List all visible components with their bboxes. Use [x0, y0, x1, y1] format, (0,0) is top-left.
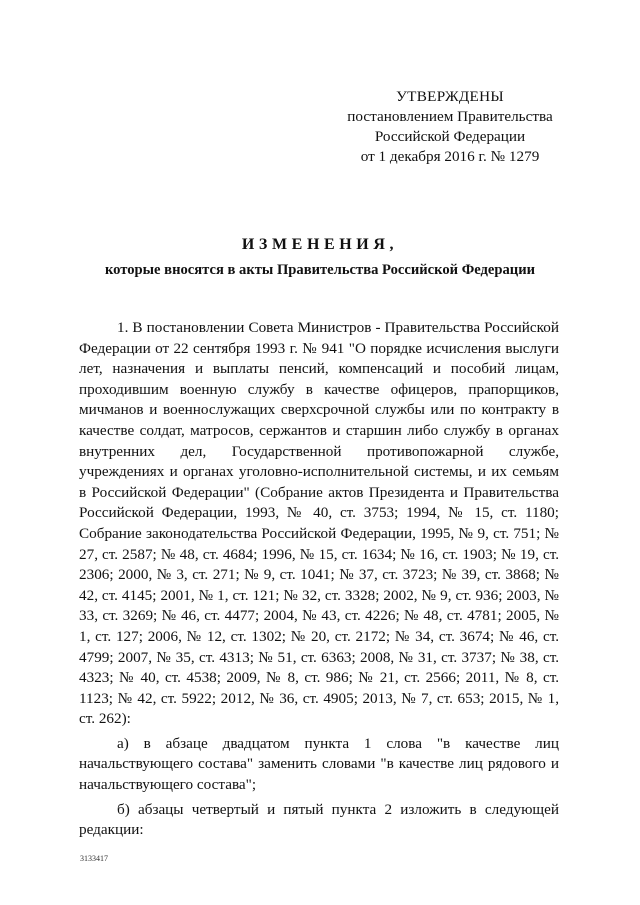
- paragraph-2: а) в абзаце двадцатом пункта 1 слова "в качестве лиц начальствующего состава" заменить словами "в качестве лиц рядового и начальствующего состава";: [79, 734, 559, 794]
- document-subtitle: которые вносятся в акты Правительства Российской Федерации: [104, 262, 536, 278]
- paragraph-3: б) абзацы четвертый и пятый пункта 2 изложить в следующей редакции:: [79, 800, 559, 839]
- document-title: ИЗМЕНЕНИЯ,: [241, 236, 399, 253]
- approval-line-2: Российской Федерации: [374, 128, 526, 145]
- approval-heading: УТВЕРЖДЕНЫ: [396, 88, 504, 105]
- document-id: 3133417: [80, 854, 108, 863]
- paragraph-1: 1. В постановлении Совета Министров - Правительства Российской Федерации от 22 сентября 1993 г. № 941 "О порядке исчисления выслуги лет, назначения и выплаты пенсий, компенсаций и пособий лицам, проходившим военную службу в качестве офицеров, прапорщиков, мичманов и военнослужащих сверхсрочной службы или по контракту в качестве солдат, матросов, сержантов и старшин либо службу в органах внутренних дел, Государственной противопожарной службе, учреждениях и органах уголовно-исполнительной системы, и их семьям в Российской Федерации" (Собрание актов Президента и Правительства Российской Федерации, 1993, № 40, ст. 3753; 1994, № 15, ст. 1180; Собрание законодательства Российской Федерации, 1995, № 9, ст. 751; № 27, ст. 2587; № 48, ст. 4684; 1996, № 15, ст. 1634; № 16, ст. 1903; № 19, ст. 2306; 2000, № 3, ст. 271; № 9, ст. 1041; № 37, ст. 3723; № 39, ст. 3868; № 42, ст. 4145; 2001, № 1, ст. 121; № 32, ст. 3328; 2002, № 9, ст. 936; 2003, № 33, ст. 3269; № 46, ст. 4477; 2004, № 43, ст. 4226; № 48, ст. 4781; 2005, № 1, ст. 127; 2006, № 12, ст. 1302; № 20, ст. 2172; № 34, ст. 3674; № 46, ст. 4799; 2007, № 35, ст. 4313; № 51, ст. 6363; 2008, № 31, ст. 3737; № 38, ст. 4323; № 40, ст. 4538; 2009, № 8, ст. 986; № 21, ст. 2566; 2011, № 8, ст. 1123; № 42, ст. 5922; 2012, № 36, ст. 4905; 2013, № 7, ст. 653; 2015, № 1, ст. 262):: [79, 319, 559, 728]
- approval-block: [320, 87, 580, 167]
- approval-line-3: от 1 декабря 2016 г. № 1279: [360, 148, 540, 165]
- approval-line-1: постановлением Правительства: [347, 108, 553, 125]
- document-body: [79, 318, 559, 841]
